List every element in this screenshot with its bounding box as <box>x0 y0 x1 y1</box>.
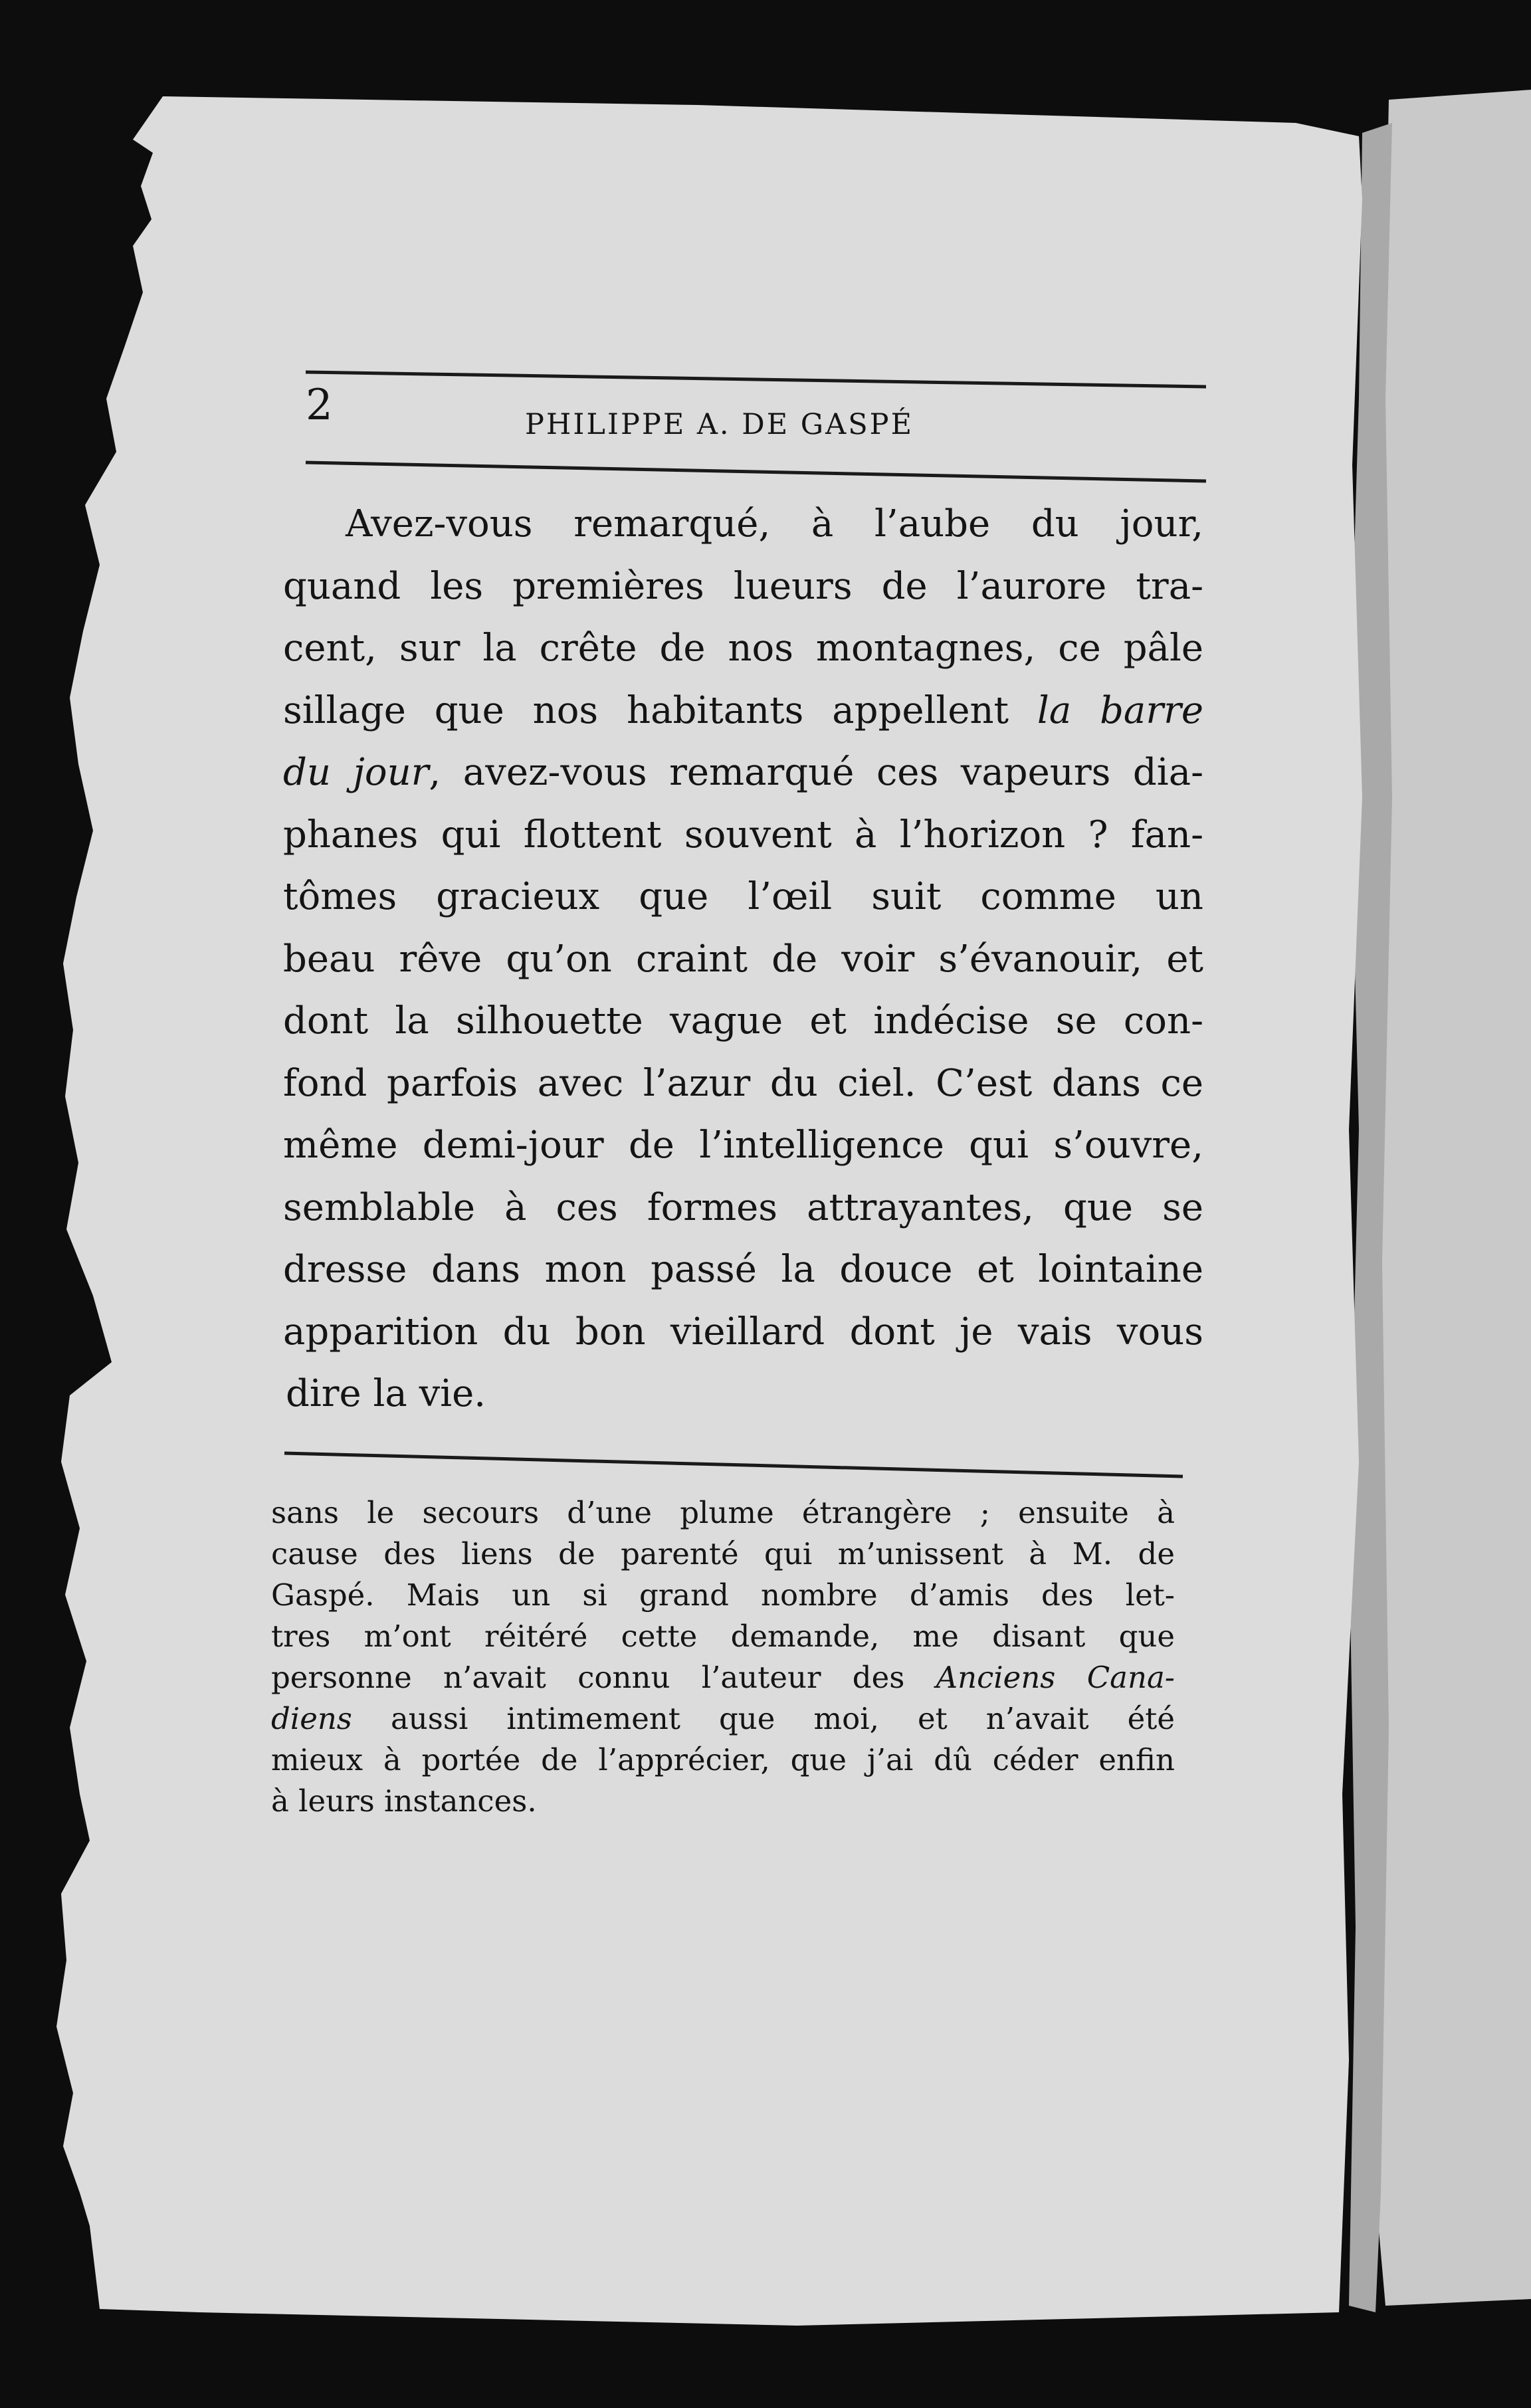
body-line: Avez-vous remarqué, à l’aube du jour, <box>346 502 1203 546</box>
footnote-line: tres m’ont réitéré cette demande, me disant que <box>271 1619 1175 1654</box>
body-line <box>283 680 1203 742</box>
footnote-line: mieux à portée de l’apprécier, que j’ai dû céder enfin <box>271 1742 1175 1777</box>
footnote-line: sans le secours d’une plume étrangère ; ensuite à <box>271 1495 1175 1530</box>
body-paragraph <box>283 493 1203 1425</box>
body-line: même demi-jour de l’intelligence qui s’ouvre, <box>283 1124 1203 1167</box>
footnote-text-run: aussi intimement que moi, et n’avait été <box>390 1701 1175 1736</box>
italic-term: la barre <box>1037 688 1203 732</box>
body-line: quand les premières lueurs de l’aurore tra- <box>283 564 1203 608</box>
running-title: PHILIPPE A. DE GASPÉ <box>525 408 914 441</box>
body-line <box>283 742 1203 804</box>
footnote-line: à leurs instances. <box>271 1783 537 1819</box>
body-line: cent, sur la crête de nos montagnes, ce pâle <box>283 627 1203 670</box>
footnote-line <box>271 1657 1175 1698</box>
footnote-line: cause des liens de parenté qui m’unissent à M. de <box>271 1536 1175 1571</box>
body-line: fond parfois avec l’azur du ciel. C’est dans ce <box>283 1061 1203 1105</box>
footnote-text-run: personne n’avait connu l’auteur des <box>271 1660 905 1695</box>
body-line: dire la vie. <box>286 1372 486 1415</box>
page-number: 2 <box>306 381 333 430</box>
body-line: tômes gracieux que l’œil suit comme un <box>283 875 1203 918</box>
italic-title: diens <box>271 1701 352 1736</box>
body-line: phanes qui flottent souvent à l’horizon ? fan- <box>283 813 1203 856</box>
italic-title: Anciens Cana- <box>936 1660 1175 1695</box>
body-line: dresse dans mon passé la douce et lointaine <box>283 1248 1203 1291</box>
body-line: apparition du bon vieillard dont je vais vous <box>283 1310 1203 1354</box>
body-line: semblable à ces formes attrayantes, que se <box>283 1185 1203 1229</box>
body-text-run: sillage que nos habitants appellent <box>283 688 1009 732</box>
footnote <box>271 1492 1175 1822</box>
body-line: dont la silhouette vague et indécise se con- <box>283 999 1203 1043</box>
body-line: beau rêve qu’on craint de voir s’évanouir, et <box>283 937 1203 981</box>
italic-term: du jour <box>283 751 429 794</box>
body-text-run: , avez-vous remarqué ces vapeurs dia- <box>429 751 1203 794</box>
footnote-line <box>271 1698 1175 1740</box>
footnote-line: Gaspé. Mais un si grand nombre d’amis des let- <box>271 1577 1175 1613</box>
